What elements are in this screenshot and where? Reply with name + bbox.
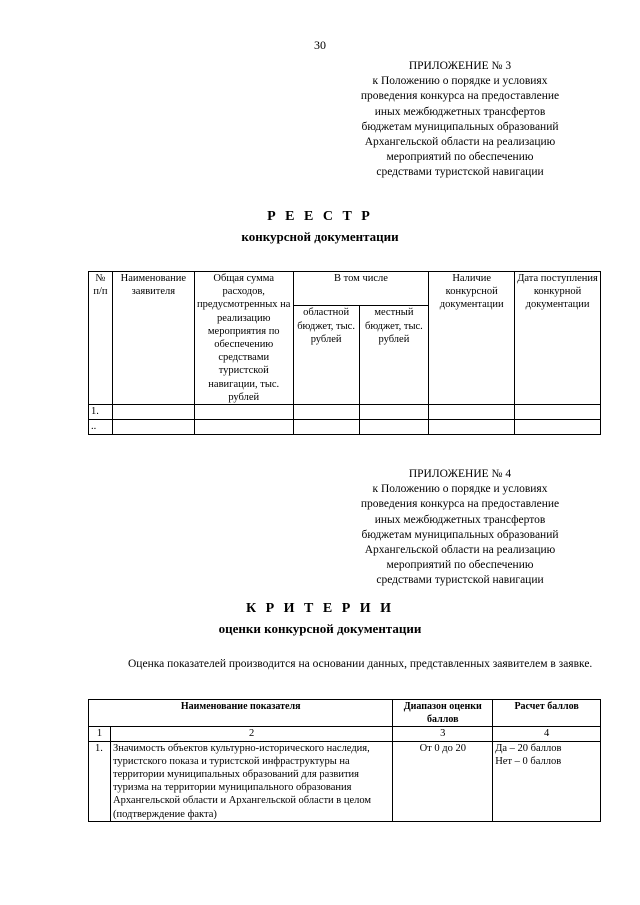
- appendix-3-block: [340, 59, 580, 181]
- col-header-regional: областной бюджет, тыс. рублей: [293, 306, 359, 405]
- table-cell: [429, 420, 515, 435]
- row-number: 1.: [89, 741, 111, 821]
- appendix-4-line: бюджетам муниципальных образований: [361, 528, 559, 541]
- registry-table: [88, 271, 601, 435]
- row-number: ..: [89, 420, 113, 435]
- score-calculation: [493, 741, 601, 821]
- registry-title: Р Е Е С Т Р: [267, 209, 373, 224]
- criteria-table: [88, 699, 601, 822]
- col-header-including: В том числе: [293, 272, 429, 306]
- column-number: 3: [393, 727, 493, 741]
- col-header-calc: Расчет баллов: [493, 700, 601, 727]
- appendix-4-line: к Положению о порядке и условиях: [372, 483, 548, 496]
- col-header-local: местный бюджет, тыс. рублей: [359, 306, 429, 405]
- col-header-total: Общая сумма расходов, предусмотренных на реализацию мероприятия по обеспечению средствами туристской навигации, тыс. рублей: [194, 272, 293, 405]
- table-cell: [359, 420, 429, 435]
- registry-heading: [0, 209, 640, 245]
- table-cell: [293, 420, 359, 435]
- appendix-4-line: проведения конкурса на предоставление: [360, 498, 560, 511]
- col-header-date: Дата поступления конкурной документации: [515, 272, 601, 405]
- appendix-3-line: средствами туристской навигации: [376, 166, 544, 179]
- column-number: 4: [493, 727, 601, 741]
- criteria-subtitle: оценки конкурсной документации: [218, 621, 422, 636]
- appendix-4-line: Архангельской области на реализацию: [364, 544, 556, 557]
- row-number: 1.: [89, 405, 113, 420]
- table-cell: [194, 405, 293, 420]
- table-cell: [194, 420, 293, 435]
- appendix-3-line: иных межбюджетных трансфертов: [374, 105, 546, 118]
- appendix-4-block: [340, 467, 580, 589]
- table-cell: [112, 405, 194, 420]
- appendix-3-title: ПРИЛОЖЕНИЕ № 3: [408, 60, 512, 72]
- table-cell: [112, 420, 194, 435]
- indicator-name: Значимость объектов культурно-исторического наследия, туристского показа и туристской инфраструктуры на территории муниципальных образований для развития туризма на территории муниципального образования Архангельской области и Архангельской области в целом (подтверждение факта): [110, 741, 392, 821]
- col-header-indicator: Наименование показателя: [89, 700, 393, 727]
- table-cell: [293, 405, 359, 420]
- table-row: [89, 405, 601, 420]
- col-header-range: Диапазон оценки баллов: [393, 700, 493, 727]
- score-no: Нет – 0 баллов: [495, 755, 562, 767]
- column-number: 2: [110, 727, 392, 741]
- table-cell: [429, 405, 515, 420]
- col-header-number: № п/п: [89, 272, 113, 405]
- col-header-applicant: Наименование заявителя: [112, 272, 194, 405]
- appendix-4-line: мероприятий по обеспечению: [386, 559, 534, 572]
- table-cell: [515, 420, 601, 435]
- score-yes: Да – 20 баллов: [495, 742, 562, 754]
- registry-subtitle: конкурсной документации: [241, 229, 399, 244]
- criteria-intro-paragraph: Оценка показателей производится на основании данных, представленных заявителем в заявке.: [128, 658, 593, 670]
- column-number: 1: [89, 727, 111, 741]
- appendix-3-line: проведения конкурса на предоставление: [360, 90, 560, 103]
- registry-header-row: [89, 272, 601, 306]
- appendix-4-title: ПРИЛОЖЕНИЕ № 4: [408, 468, 512, 480]
- table-cell: [515, 405, 601, 420]
- appendix-3-line: к Положению о порядке и условиях: [372, 75, 548, 88]
- criteria-title: К Р И Т Е Р И И: [245, 601, 395, 616]
- appendix-3-line: мероприятий по обеспечению: [386, 151, 534, 164]
- col-header-docs: Наличие конкурсной документации: [429, 272, 515, 405]
- table-cell: [359, 405, 429, 420]
- criteria-heading: [0, 601, 640, 637]
- page-number: 30: [314, 38, 326, 52]
- appendix-4-line: средствами туристской навигации: [376, 574, 544, 587]
- appendix-3-line: Архангельской области на реализацию: [364, 136, 556, 149]
- appendix-4-line: иных межбюджетных трансфертов: [374, 513, 546, 526]
- criteria-header-row: [89, 700, 601, 727]
- table-row: [89, 741, 601, 821]
- score-range: От 0 до 20: [393, 741, 493, 821]
- table-row: [89, 420, 601, 435]
- criteria-column-numbers-row: [89, 727, 601, 741]
- appendix-3-line: бюджетам муниципальных образований: [361, 120, 559, 133]
